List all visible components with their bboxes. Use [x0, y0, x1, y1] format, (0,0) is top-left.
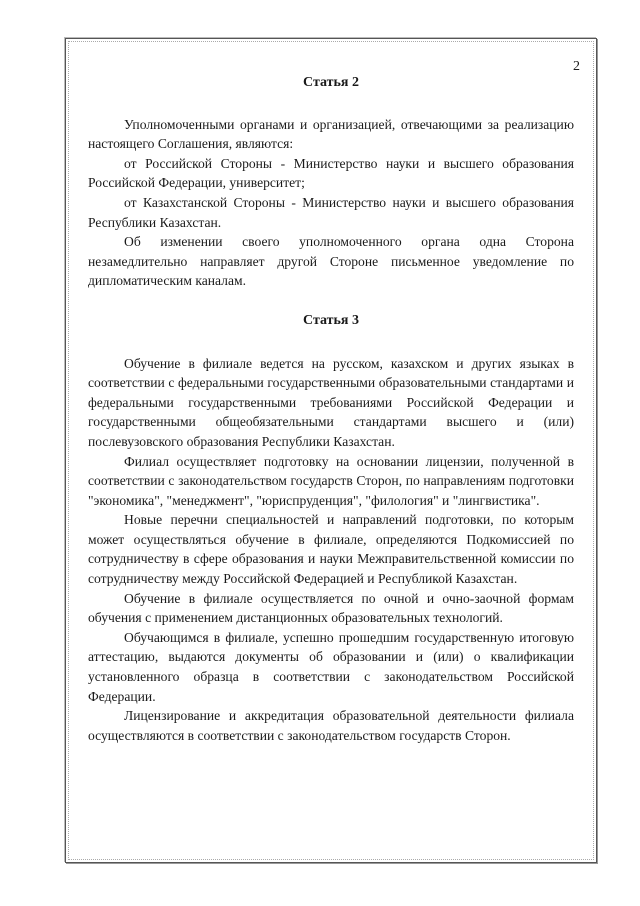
article-2-paragraph: от Казахстанской Стороны - Министерство науки и высшего образования Республики Казахстан. — [88, 194, 574, 230]
article-2-heading: Статья 2 — [303, 75, 359, 90]
article-3-paragraph: Новые перечни специальностей и направлений подготовки, по которым может осуществляться обучение в филиале, определяются Подкомиссией по сотрудничеству в сфере образования и науки Межправительственной комиссии по сотрудничеству между Российской Федерацией и Республикой Казахстан. — [88, 512, 574, 587]
article-2-paragraph: от Российской Стороны - Министерство науки и высшего образования Российской Федерации, университет; — [88, 155, 574, 191]
article-3-heading: Статья 3 — [303, 312, 359, 328]
article-3-paragraph: Обучающимся в филиале, успешно прошедшим государственную итоговую аттестацию, выдаются документы об образовании и (или) о квалификации установленного образца в соответствии с законодательством Российской Федерации. — [88, 629, 574, 704]
article-3-paragraph: Обучение в филиале ведется на русском, казахском и других языках в соответствии с федеральными государственными образовательными стандартами и федеральными государственными требованиями Российской Федерации и государственными общеобязательными стандартами высшего и (или) послевузовского образования Республики Казахстан. — [88, 355, 574, 449]
article-3-paragraph: Обучение в филиале осуществляется по очной и очно-заочной формам обучения с применением дистанционных образовательных технологий. — [88, 590, 574, 626]
article-3-paragraph: Лицензирование и аккредитация образовательной деятельности филиала осуществляются в соответствии с законодательством государств Сторон. — [88, 708, 574, 743]
article-3-paragraph: Филиал осуществляет подготовку на основании лицензии, полученной в соответствии с законодательством государств Сторон, по направлениям подготовки "экономика", "менеджмент", "юриспруденция", "филология" и "лингвистика". — [88, 453, 574, 508]
page-frame — [65, 38, 597, 863]
page-number: 2 — [573, 59, 580, 74]
document-body — [88, 73, 574, 745]
article-2-paragraph: Об изменении своего уполномоченного органа одна Сторона незамедлительно направляет другой Стороне письменное уведомление по дипломатическим каналам. — [88, 234, 574, 289]
article-2-paragraph: Уполномоченными органами и организацией, отвечающими за реализацию настоящего Соглашения, являются: — [88, 116, 574, 152]
